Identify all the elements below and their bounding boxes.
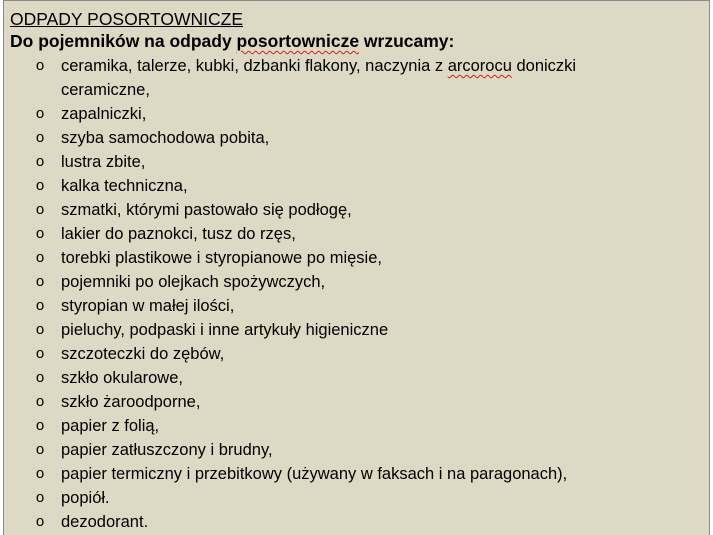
list-item	[10, 414, 661, 438]
bullet-icon: o	[35, 225, 45, 242]
list-item	[10, 318, 661, 342]
bullet-icon: o	[35, 345, 45, 362]
bullet-icon: o	[35, 153, 45, 170]
list-item	[10, 390, 661, 414]
list-item	[10, 294, 661, 318]
bullet-icon: o	[35, 441, 45, 458]
list-item	[10, 222, 661, 246]
list-item	[10, 486, 661, 510]
item-text: pieluchy, podpaski i inne artykuły higieniczne	[61, 321, 389, 339]
bullet-icon: o	[35, 513, 45, 530]
item-text: zapalniczki,	[61, 105, 147, 123]
bullet-icon: o	[35, 105, 45, 122]
document-subtitle	[10, 30, 709, 53]
list-item	[10, 198, 661, 222]
bullet-icon: o	[35, 129, 45, 146]
item-text: pojemniki po olejkach spożywczych,	[61, 273, 326, 291]
bullet-icon: o	[35, 417, 45, 434]
list-item	[10, 150, 661, 174]
bullet-icon: o	[35, 177, 45, 194]
item-text-prefix: ceramika, talerze, kubki, dzbanki flakony, naczynia z	[61, 57, 448, 75]
document-title: ODPADY POSORTOWNICZE	[10, 9, 244, 29]
list-item	[10, 174, 661, 198]
bullet-icon: o	[35, 297, 45, 314]
spellcheck-word: posortownicze	[236, 31, 360, 51]
document-page	[3, 0, 710, 535]
bullet-icon: o	[35, 273, 45, 290]
list-item	[10, 366, 661, 390]
list-item	[10, 462, 661, 486]
waste-item-list	[10, 54, 709, 534]
item-text: szczoteczki do zębów,	[61, 345, 225, 363]
item-text: papier zatłuszczony i brudny,	[61, 441, 273, 459]
item-text: lustra zbite,	[61, 153, 146, 171]
list-item	[10, 126, 661, 150]
item-text: kalka techniczna,	[61, 177, 188, 195]
bullet-icon: o	[35, 201, 45, 218]
bullet-icon: o	[35, 489, 45, 506]
bullet-icon: o	[35, 465, 45, 482]
item-text-suffix: doniczki ceramiczne,	[61, 57, 577, 99]
item-text: popiół.	[61, 489, 110, 507]
list-item	[10, 54, 661, 102]
item-text: dezodorant.	[61, 513, 149, 531]
bullet-icon: o	[35, 321, 45, 338]
item-text: szmatki, którymi pastowało się podłogę,	[61, 201, 352, 219]
bullet-icon: o	[35, 57, 45, 74]
subtitle-prefix: Do pojemników na odpady	[10, 31, 237, 51]
bullet-icon: o	[35, 249, 45, 266]
item-text: torebki plastikowe i styropianowe po mięsie,	[61, 249, 382, 267]
item-text: papier termiczny i przebitkowy (używany w faksach i na paragonach),	[61, 465, 568, 483]
item-text: szkło okularowe,	[61, 369, 183, 387]
list-item	[10, 246, 661, 270]
item-text: styropian w małej ilości,	[61, 297, 235, 315]
list-item	[10, 438, 661, 462]
list-item	[10, 510, 661, 534]
list-item	[10, 342, 661, 366]
item-text: szyba samochodowa pobita,	[61, 129, 270, 147]
spellcheck-word: arcorocu	[447, 57, 512, 75]
list-item	[10, 270, 661, 294]
list-item	[10, 102, 661, 126]
item-text: lakier do paznokci, tusz do rzęs,	[61, 225, 296, 243]
item-text: szkło żaroodporne,	[61, 393, 201, 411]
subtitle-suffix: wrzucamy:	[359, 31, 455, 51]
bullet-icon: o	[35, 369, 45, 386]
bullet-icon: o	[35, 393, 45, 410]
item-text: papier z folią,	[61, 417, 160, 435]
